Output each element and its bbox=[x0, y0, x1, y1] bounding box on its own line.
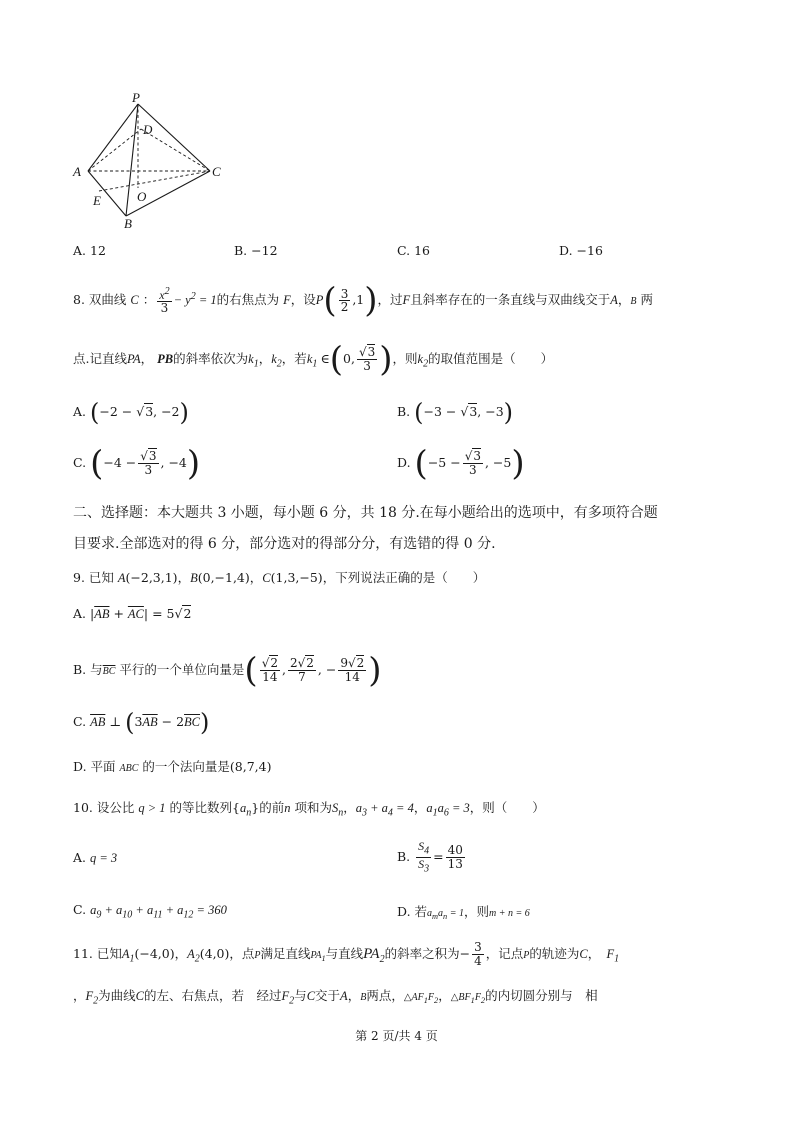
label-P: P bbox=[132, 90, 140, 105]
edge-PA bbox=[88, 104, 138, 171]
q11-line2: ，$F_2$为曲线C的左、右焦点，若 经过$F_2$与C交于A，B两点，$\triangle AF_1F_2$，$\triangle BF_1F_2$的内切圆分别与 相 bbox=[73, 988, 598, 1007]
segment-EC bbox=[99, 171, 210, 191]
label-C: C bbox=[212, 164, 221, 179]
label-A: A bbox=[73, 164, 81, 179]
q9-option-b: B. 与$\overline{BC}$ 平行的一个单位向量是( $\frac{√2}{14}$ , $\frac{2√2}{7}$ , − $\frac{9√2}{14}$ ) bbox=[73, 650, 382, 691]
q10-option-c: C. $a_9 + a_{10} + a_{11} + a_{12} = 360$ bbox=[73, 902, 227, 921]
q10-option-b: B. $\frac{S_4}{S_3}$ = $\frac{40}{13}$ bbox=[397, 839, 463, 875]
section2-line1: 二、选择题：本大题共 3 小题，每小题 6 分，共 18 分.在每小题给出的选项中，有多项符合题 bbox=[73, 505, 658, 521]
label-E: E bbox=[93, 193, 101, 208]
q8-option-d: D. (−5 − $\frac{√3}{3}$ , −5) bbox=[397, 443, 525, 484]
q7-option-b: B. −12 bbox=[234, 243, 278, 258]
section2-line2: 目要求.全部选对的得 6 分，部分选对的得部分分，有选错的得 0 分. bbox=[73, 536, 496, 552]
q11-line1: 11. 已知$A_1(-4,0)$，$A_2(4,0)$，点P满足直线$PA_1$与直线$PA_2$的斜率之积为− $\frac{3}{4}$ ，记点P的轨迹为C， $F_1$ bbox=[73, 940, 620, 968]
label-D: D bbox=[143, 122, 153, 137]
q8-line1: 8. 双曲线 C ： $\frac{x^2}{3}$ − $y^2 = 1$的右焦点为 F，设P( $\frac{3}{2}$ ,1)，过F且斜率存在的一条直线与双曲线交于A，B 两 bbox=[73, 280, 653, 321]
q8-option-c: C. (−4 − $\frac{√3}{3}$ , −4) bbox=[73, 443, 201, 484]
q9-option-a: A. $|\overline{AB} + \overline{AC}| = 5√2$ bbox=[73, 606, 192, 621]
q8-option-a: A. (−2 − √3, −2) bbox=[73, 398, 189, 427]
q7-option-d: D. −16 bbox=[559, 243, 603, 258]
page-footer: 第 2 页/共 4 页 bbox=[355, 1029, 438, 1043]
q10-option-d: D. 若$a_ma_n = 1$，则m + n = 6 bbox=[397, 904, 530, 921]
q8-option-b: B. (−3 − √3, −3) bbox=[397, 398, 514, 427]
q7-option-c: C. 16 bbox=[397, 243, 430, 258]
q8-line2: 点.记直线PA， PB的斜率依次为$k_1$，$k_2$，若$k_1$ ∈(0, $\frac{√3}{3}$ )，则$k_2$的取值范围是（ ） bbox=[73, 339, 554, 380]
q9-stem: 9. 已知 A(−2,3,1)，B(0,−1,4)，C(1,3,−5)，下列说法正确的是（ ） bbox=[73, 570, 486, 585]
pyramid-figure bbox=[70, 90, 230, 230]
label-O: O bbox=[137, 189, 147, 204]
q10-option-a: A. q = 3 bbox=[73, 850, 118, 865]
edge-PC bbox=[138, 104, 210, 171]
q7-option-a: A. 12 bbox=[73, 243, 106, 258]
q9-option-d: D. 平面 ABC 的一个法向量是(8,7,4) bbox=[73, 759, 272, 774]
q10-stem: 10. 设公比 q > 1 的等比数列$\{a_n\}$的前n 项和为$S_n$，$a_3 + a_4 = 4$，$a_1a_6 = 3$，则（ ） bbox=[73, 800, 545, 819]
q9-option-c: C. $\overline{AB}$ ⊥ $(3\overline{AB} - 2\overline{BC})$ bbox=[73, 708, 210, 737]
label-B: B bbox=[124, 216, 132, 230]
